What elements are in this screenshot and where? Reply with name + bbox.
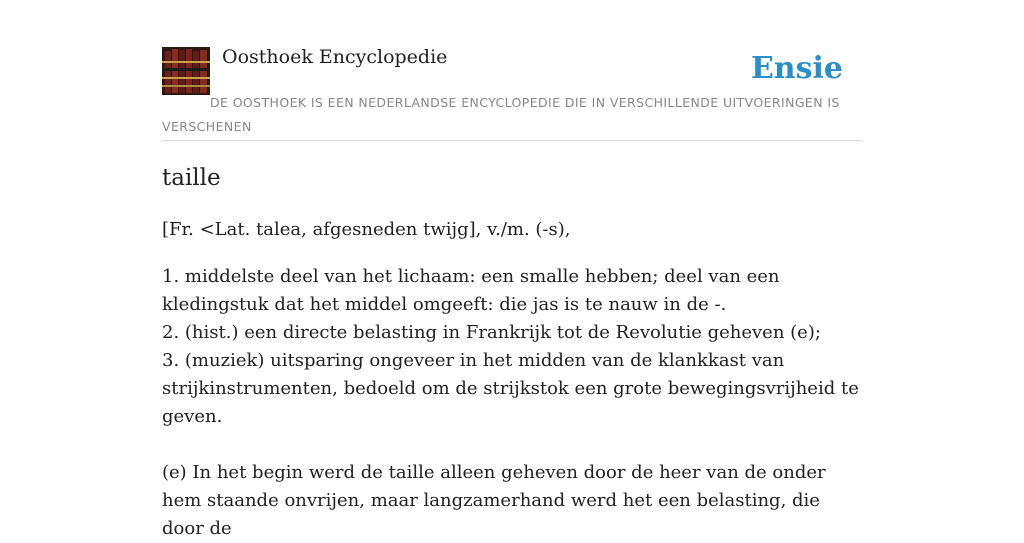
- definition-item: 3. (muziek) uitsparing ongeveer in het midden van de klankkast van strijkinstrumenten, bedoeld om de strijkstok een grote bewegingsvrijheid te geven.: [162, 350, 859, 427]
- entry-etymology: [Fr. <Lat. talea, afgesneden twijg], v./m. (-s),: [162, 219, 571, 240]
- site-header: [162, 44, 862, 141]
- definition-item: 1. middelste deel van het lichaam: een smalle hebben; deel van een kledingstuk dat het middel omgeeft: die jas is te nauw in de -.: [162, 266, 780, 315]
- site-tagline: DE OOSTHOEK IS EEN NEDERLANDSE ENCYCLOPEDIE DIE IN VERSCHILLENDE UITVOERINGEN IS VERSCHENEN: [162, 95, 840, 134]
- entry-term: taille: [162, 165, 221, 191]
- entry-definitions: [162, 263, 862, 431]
- site-title[interactable]: Oosthoek Encyclopedie: [222, 46, 448, 68]
- definition-item: 2. (hist.) een directe belasting in Frankrijk tot de Revolutie geheven (e);: [162, 322, 821, 343]
- encyclopedia-books-icon[interactable]: [162, 47, 210, 95]
- brand-logo[interactable]: Ensie: [750, 51, 843, 86]
- entry-content: [162, 160, 862, 543]
- entry-note: (e) In het begin werd de taille alleen geheven door de heer van de onder hem staande onvrijen, maar langzamerhand werd het een belasting, die door de: [162, 462, 826, 539]
